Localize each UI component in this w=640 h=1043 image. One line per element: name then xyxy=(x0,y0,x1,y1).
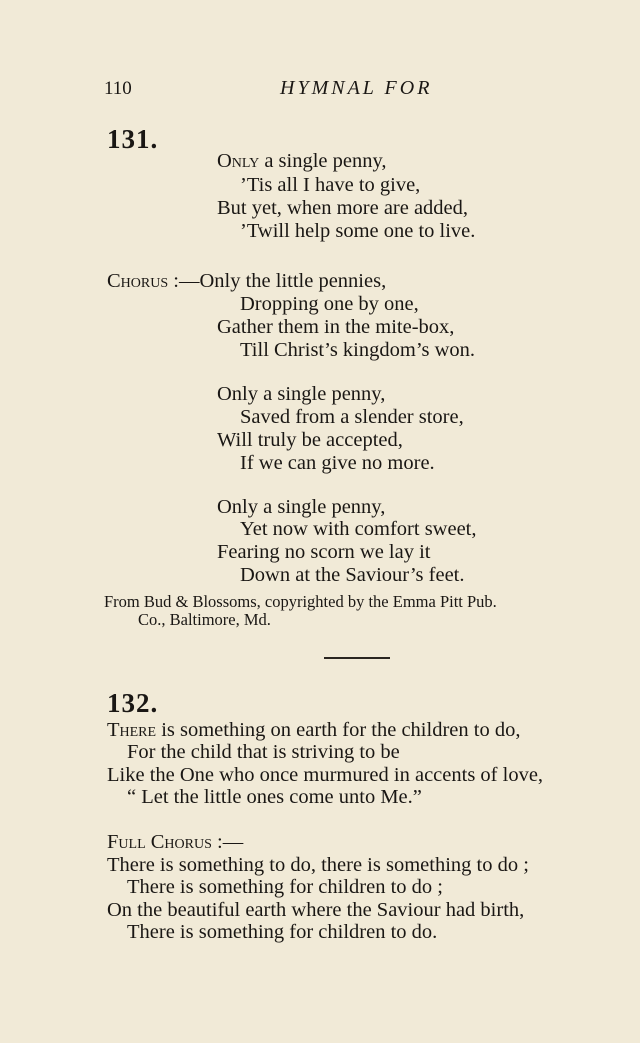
hymn-131-chorus-line-4: Till Christ’s kingdom’s won. xyxy=(240,339,476,361)
page-number: 110 xyxy=(104,78,132,99)
hymn-132-stanza-1-line-2: For the child that is striving to be xyxy=(127,741,400,763)
hymn-132-chorus-line-3: On the beautiful earth where the Saviour had birth, xyxy=(107,899,525,921)
hymn-131-stanza-2-line-1: Only a single penny, xyxy=(217,383,386,405)
hymn-131-stanza-3-line-2: Yet now with comfort sweet, xyxy=(240,518,477,540)
initial-small-caps: There xyxy=(107,719,157,741)
hymn-131-chorus-line-1 xyxy=(107,270,386,293)
hymn-131-credit-line-1: From Bud & Blossoms, copyrighted by the Emma Pitt Pub. xyxy=(104,592,497,611)
hymn-132-number: 132. xyxy=(107,688,159,718)
hymn-131-credit-line-2: Co., Baltimore, Md. xyxy=(138,610,271,629)
hymn-131-stanza-1-line-1 xyxy=(217,150,387,173)
hymn-131-stanza-2-line-3: Will truly be accepted, xyxy=(217,429,403,451)
hymn-131-stanza-3-line-3: Fearing no scorn we lay it xyxy=(217,541,431,563)
hymn-132-chorus-line-2: There is something for children to do ; xyxy=(127,876,443,898)
section-divider xyxy=(324,657,390,659)
hymn-131-stanza-2-line-4: If we can give no more. xyxy=(240,452,435,474)
hymn-131-stanza-1-line-2: ’Tis all I have to give, xyxy=(240,174,421,196)
hymn-131-stanza-3-line-4: Down at the Saviour’s feet. xyxy=(240,564,465,586)
hymn-131-number: 131. xyxy=(107,124,159,154)
hymn-131-stanza-2-line-2: Saved from a slender store, xyxy=(240,406,464,428)
hymn-132-stanza-1-line-1 xyxy=(107,719,520,742)
running-title: HYMNAL FOR xyxy=(280,77,433,99)
line-text: Only the little pennies, xyxy=(199,270,387,292)
hymn-131-stanza-1-line-4: ’Twill help some one to live. xyxy=(240,220,476,242)
line-text: is something on earth for the children to do, xyxy=(156,719,521,741)
line-text: a single penny, xyxy=(259,150,387,172)
hymn-132-chorus-label: Full Chorus :— xyxy=(107,831,244,853)
hymn-132-chorus-line-1: There is something to do, there is something to do ; xyxy=(107,854,529,876)
chorus-label: Chorus :— xyxy=(107,270,200,292)
hymn-131-stanza-1-line-3: But yet, when more are added, xyxy=(217,197,469,219)
hymn-132-stanza-1-line-4: “ Let the little ones come unto Me.” xyxy=(127,786,422,808)
initial-small-caps: Only xyxy=(217,150,260,172)
hymn-131-chorus-line-3: Gather them in the mite-box, xyxy=(217,316,455,338)
hymn-131-chorus-line-2: Dropping one by one, xyxy=(240,293,419,315)
hymn-132-stanza-1-line-3: Like the One who once murmured in accents of love, xyxy=(107,764,544,786)
hymn-131-stanza-3-line-1: Only a single penny, xyxy=(217,496,386,518)
hymn-132-chorus-line-4: There is something for children to do. xyxy=(127,921,438,943)
